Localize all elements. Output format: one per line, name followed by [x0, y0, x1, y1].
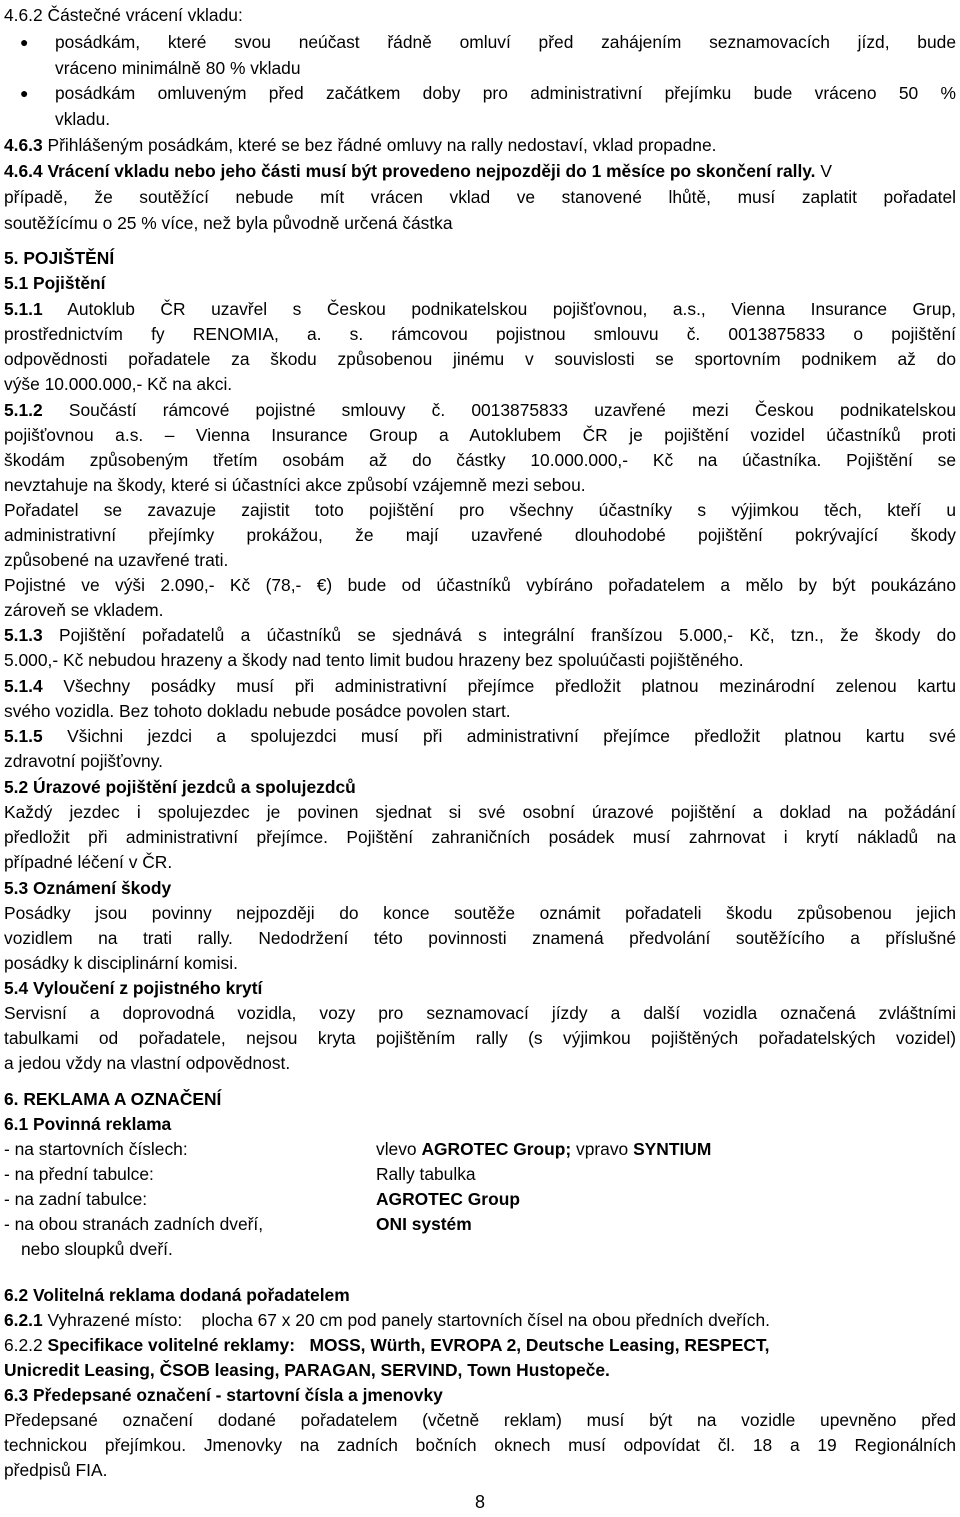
chapter-title-5: 5. POJIŠTĚNÍ [4, 248, 115, 268]
paragraph-organizer-line-1: Pořadatel se zavazuje zajistit toto pojištění pro všechny účastníky s výjimkou těch, kteří u [4, 500, 956, 520]
section-number: 4.6.3 [4, 135, 43, 155]
paragraph-5-1-2-line-2: pojišťovnou a.s. – Vienna Insurance Group a Autoklubem ČR je pojištění vozidel účastníků proti [4, 425, 956, 445]
paragraph-5-1-3-line-2: 5.000,- Kč nebudou hrazeny a škody nad tento limit budou hrazeny bez spoluúčasti pojištěného. [4, 650, 744, 670]
value-text: vlevo [376, 1139, 422, 1159]
paragraph-text: V [815, 161, 832, 181]
paragraph-5-1-1-line-4: výše 10.000.000,- Kč na akci. [4, 374, 233, 394]
section-heading-5-4: 5.4 Vyloučení z pojistného krytí [4, 978, 263, 998]
paragraph-6-3-line-1: Předepsané označení dodané pořadatelem (včetně reklam) musí být na vozidle upevněno před [4, 1410, 956, 1430]
paragraph-5-4-line-3: a jedou vždy na vlastní odpovědnost. [4, 1053, 291, 1073]
paragraph-5-1-4-line-2: svého vozidla. Bez tohoto dokladu nebude posádce povolen start. [4, 701, 511, 721]
value-bold: ONI systém [376, 1214, 472, 1234]
bullet-1-line-1: posádkám, které svou neúčast řádně omluví před zahájením seznamovacích jízd, bude [55, 32, 956, 52]
paragraph-text-bold: Specifikace volitelné reklamy: MOSS, Würth, EVROPA 2, Deutsche Leasing, RESPECT, [42, 1335, 770, 1355]
paragraph-5-2-line-2: předložit při administrativní přejímce. Pojištění zahraničních posádek musí zahrnovat i krytí nákladů na [4, 827, 956, 847]
paragraph-6-2-2-line-2: Unicredit Leasing, ČSOB leasing, PARAGAN, SERVIND, Town Hustopeče. [4, 1360, 610, 1380]
bullet-icon: ● [20, 85, 29, 101]
paragraph-text: Autoklub ČR uzavřel s Českou podnikatelskou pojišťovnou, a.s., Vienna Insurance Grup, [42, 299, 956, 319]
bullet-2-line-2: vkladu. [55, 109, 111, 129]
row-label: - na přední tabulce: [4, 1164, 154, 1184]
value-bold: SYNTIUM [633, 1139, 712, 1159]
paragraph-4-6-4-line-1 [4, 158, 956, 184]
row-label: - na obou stranách zadních dveří, [4, 1214, 264, 1234]
paragraph-text: Součástí rámcové pojistné smlouvy č. 0013875833 uzavřené mezi Českou podnikatelskou [42, 400, 956, 420]
section-heading-5-3: 5.3 Oznámení škody [4, 878, 172, 898]
paragraph-5-3-line-3: posádky k disciplinární komisi. [4, 953, 238, 973]
row-value [376, 1211, 472, 1237]
paragraph-6-3-line-3: předpisů FIA. [4, 1460, 108, 1480]
bullet-2-line-1: posádkám omluveným před začátkem doby pro administrativní přejímku bude vráceno 50 % [55, 83, 956, 103]
value-text: Rally tabulka [376, 1164, 476, 1184]
section-heading-4-6-2: 4.6.2 Částečné vrácení vkladu: [4, 5, 243, 25]
row-label: - na startovních číslech: [4, 1139, 188, 1159]
paragraph-5-2-line-3: případné léčení v ČR. [4, 852, 173, 872]
row-label-continuation: nebo sloupků dveří. [21, 1239, 173, 1259]
paragraph-5-4-line-2: tabulkami od pořadatele, nejsou kryta pojištěním rally (s výjimkou pojištěných pořadatelských vozidel) [4, 1028, 956, 1048]
section-heading-6-2: 6.2 Volitelná reklama dodaná pořadatelem [4, 1285, 350, 1305]
section-number: 6.2.1 [4, 1310, 43, 1330]
section-number: 5.1.3 [4, 625, 43, 645]
bullet-1-line-2: vráceno minimálně 80 % vkladu [55, 58, 301, 78]
section-heading-6-3: 6.3 Předepsané označení - startovní čísla a jmenovky [4, 1385, 443, 1405]
paragraph-5-1-2-line-1 [4, 397, 956, 423]
bullet-icon: ● [20, 34, 29, 50]
section-number: 4.6.4 [4, 161, 43, 181]
paragraph-text: Vyhrazené místo: plocha 67 x 20 cm pod panely startovních čísel na obou předních dveřích. [42, 1310, 770, 1330]
paragraph-5-1-1-line-2: prostřednictvím fy RENOMIA, a. s. rámcovou pojistnou smlouvu č. 0013875833 o pojištění [4, 324, 956, 344]
paragraph-4-6-4-line-2: případě, že soutěžící nebude mít vrácen vklad ve stanovené lhůtě, musí zaplatit pořadatel [4, 187, 956, 207]
page-number: 8 [474, 1492, 485, 1512]
paragraph-5-3-line-2: vozidlem na trati rally. Nedodržení této povinnosti znamená předvolání soutěžícího a příslušné [4, 928, 956, 948]
section-heading-5-2: 5.2 Úrazové pojištění jezdců a spolujezdců [4, 777, 356, 797]
chapter-title-6: 6. REKLAMA A OZNAČENÍ [4, 1089, 222, 1109]
section-heading-6-1: 6.1 Povinná reklama [4, 1114, 172, 1134]
section-number: 5.1.5 [4, 726, 43, 746]
row-value [376, 1161, 476, 1187]
paragraph-5-1-2-line-3: škodám způsobeným třetím osobám až do částky 10.000.000,- Kč na účastníka. Pojištění se [4, 450, 956, 470]
row-value [376, 1136, 711, 1162]
paragraph-premium-line-1: Pojistné ve výši 2.090,- Kč (78,- €) bude od účastníků vybíráno pořadatelem a mělo by být poukázáno [4, 575, 956, 595]
paragraph-5-1-5-line-2: zdravotní pojišťovny. [4, 751, 163, 771]
paragraph-4-6-3 [4, 132, 956, 158]
row-value [376, 1186, 520, 1212]
value-text: vpravo [571, 1139, 634, 1159]
paragraph-6-2-2-line-1 [4, 1332, 956, 1358]
paragraph-organizer-line-2: administrativní přejímky prokážou, že mají uzavřené dlouhodobé pojištění pokrývající škody [4, 525, 956, 545]
paragraph-6-3-line-2: technickou přejímkou. Jmenovky na zadních bočních oknech musí odpovídat čl. 18 a 19 Regionálních [4, 1435, 956, 1455]
paragraph-5-2-line-1: Každý jezdec i spolujezdec je povinen sjednat si své osobní úrazové pojištění a doklad na požádání [4, 802, 956, 822]
paragraph-5-4-line-1: Servisní a doprovodná vozidla, vozy pro seznamovací jízdy a další vozidla označená zvláštními [4, 1003, 956, 1023]
paragraph-text: Všechny posádky musí při administrativní přejímce předložit platnou mezinárodní zelenou kartu [42, 676, 956, 696]
paragraph-5-1-5-line-1 [4, 723, 956, 749]
paragraph-5-3-line-1: Posádky jsou povinny nejpozději do konce soutěže oznámit pořadateli škodu způsobenou jejich [4, 903, 956, 923]
value-bold: AGROTEC Group [376, 1189, 520, 1209]
paragraph-4-6-4-line-3: soutěžícímu o 25 % více, než byla původně určená částka [4, 213, 453, 233]
paragraph-text-bold: Vrácení vkladu nebo jeho části musí být provedeno nejpozději do 1 měsíce po skončení rally. [42, 161, 816, 181]
section-number: 6.2.2 [4, 1335, 43, 1355]
paragraph-5-1-3-line-1 [4, 622, 956, 648]
section-heading-5-1: 5.1 Pojištění [4, 273, 106, 293]
value-bold: AGROTEC Group; [421, 1139, 572, 1159]
paragraph-6-2-1 [4, 1307, 956, 1333]
paragraph-premium-line-2: zároveň se vkladem. [4, 600, 164, 620]
paragraph-5-1-1-line-1 [4, 296, 956, 322]
paragraph-text: Přihlášeným posádkám, které se bez řádné omluvy na rally nedostaví, vklad propadne. [42, 135, 717, 155]
section-number: 5.1.4 [4, 676, 43, 696]
paragraph-text: Všichni jezdci a spolujezdci musí při administrativní přejímce předložit platnou kartu své [42, 726, 956, 746]
row-label: - na zadní tabulce: [4, 1189, 148, 1209]
paragraph-5-1-2-line-4: nevztahuje na škody, které si účastníci akce způsobí vzájemně mezi sebou. [4, 475, 586, 495]
paragraph-organizer-line-3: způsobené na uzavřené trati. [4, 550, 229, 570]
section-number: 5.1.1 [4, 299, 43, 319]
paragraph-text: Pojištění pořadatelů a účastníků se sjednává s integrální franšízou 5.000,- Kč, tzn., že škody do [42, 625, 956, 645]
paragraph-5-1-4-line-1 [4, 673, 956, 699]
paragraph-5-1-1-line-3: odpovědnosti pořadatele za škodu způsobenou jinému v souvislosti se sportovním podnikem až do [4, 349, 956, 369]
section-number: 5.1.2 [4, 400, 43, 420]
